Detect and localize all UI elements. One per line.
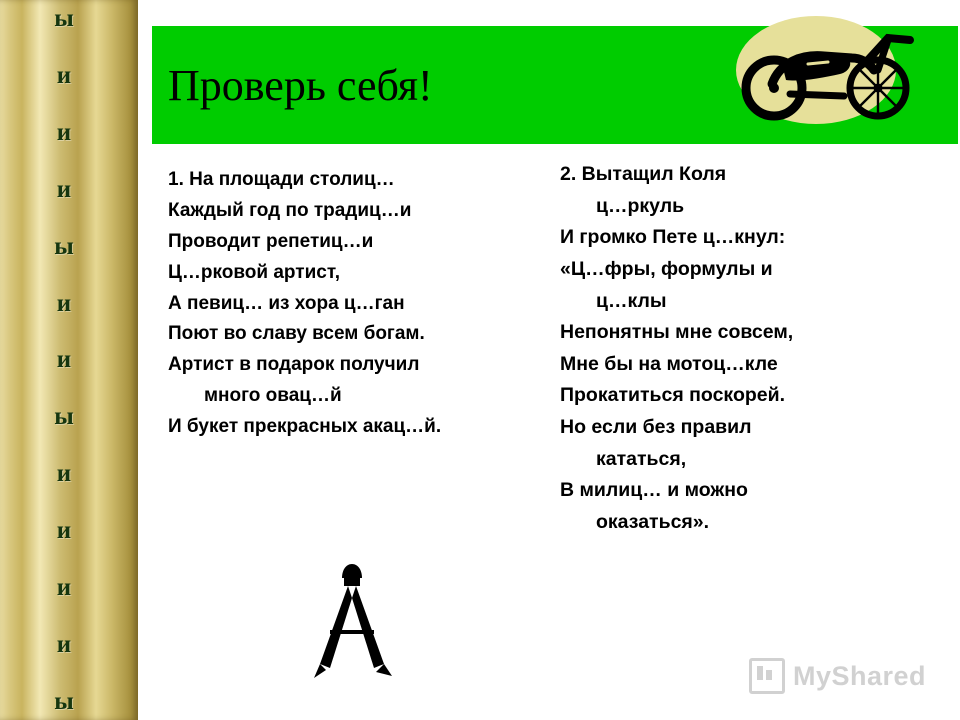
poem-line: В милиц… и можно xyxy=(560,479,748,502)
left-border-letter-strip xyxy=(42,6,86,714)
poem-line: Мне бы на мотоц…кле xyxy=(560,352,778,375)
watermark-logo-icon xyxy=(749,658,785,694)
left-border-letter: ы xyxy=(54,687,74,715)
poem-line: И громко Пете ц…кнул: xyxy=(560,226,786,249)
poem-line: оказаться». xyxy=(596,510,710,533)
poem-column-right xyxy=(560,160,900,540)
poem-line: Прокатиться поскорей. xyxy=(560,384,786,407)
poem-line: Каждый год по традиц…и xyxy=(168,199,412,221)
left-border-letter: и xyxy=(56,630,72,658)
poem-line: 2. Вытащил Коля xyxy=(560,163,727,185)
left-border-letter: и xyxy=(56,61,72,89)
motorcycle-icon xyxy=(728,10,924,134)
poem-line: ц…клы xyxy=(596,289,667,312)
watermark xyxy=(749,658,926,694)
poem-line: Поют во славу всем богам. xyxy=(168,323,425,345)
left-border-letter: и xyxy=(56,118,72,146)
compass-illustration xyxy=(292,560,412,680)
watermark-label: MyShared xyxy=(792,660,926,691)
poem-line: Непонятны мне совсем, xyxy=(560,321,794,344)
poem-line: А певиц… из хора ц…ган xyxy=(168,292,405,314)
poem-line: ц…ркуль xyxy=(596,194,685,217)
poem-line: Артист в подарок получил xyxy=(168,354,420,376)
poem-line: кататься, xyxy=(596,447,687,470)
left-border-letter: ы xyxy=(54,403,74,431)
poem-line: «Ц…фры, формулы и xyxy=(560,257,773,280)
decorative-left-border xyxy=(0,0,138,720)
left-border-letter: ы xyxy=(54,232,74,260)
left-border-letter: и xyxy=(56,517,72,545)
poem-line: много овац…й xyxy=(204,385,342,407)
poem-line: Ц…рковой артист, xyxy=(168,261,340,283)
compass-drafting-icon xyxy=(292,560,412,680)
poem-line: Проводит репетиц…и xyxy=(168,230,374,252)
left-border-letter: и xyxy=(56,289,72,317)
poem-column-left xyxy=(168,166,490,444)
left-border-letter: и xyxy=(56,346,72,374)
motorcycle-badge xyxy=(728,6,924,134)
left-border-letter: и xyxy=(56,175,72,203)
poem-line: 1. На площади столиц… xyxy=(168,169,395,190)
page-title: Проверь себя! xyxy=(168,61,433,110)
poem-line: И букет прекрасных акац…й. xyxy=(168,416,442,437)
left-border-letter: ы xyxy=(54,5,74,32)
left-border-letter: и xyxy=(56,574,72,602)
left-border-letter: и xyxy=(56,460,72,488)
poem-line: Но если без правил xyxy=(560,416,752,438)
